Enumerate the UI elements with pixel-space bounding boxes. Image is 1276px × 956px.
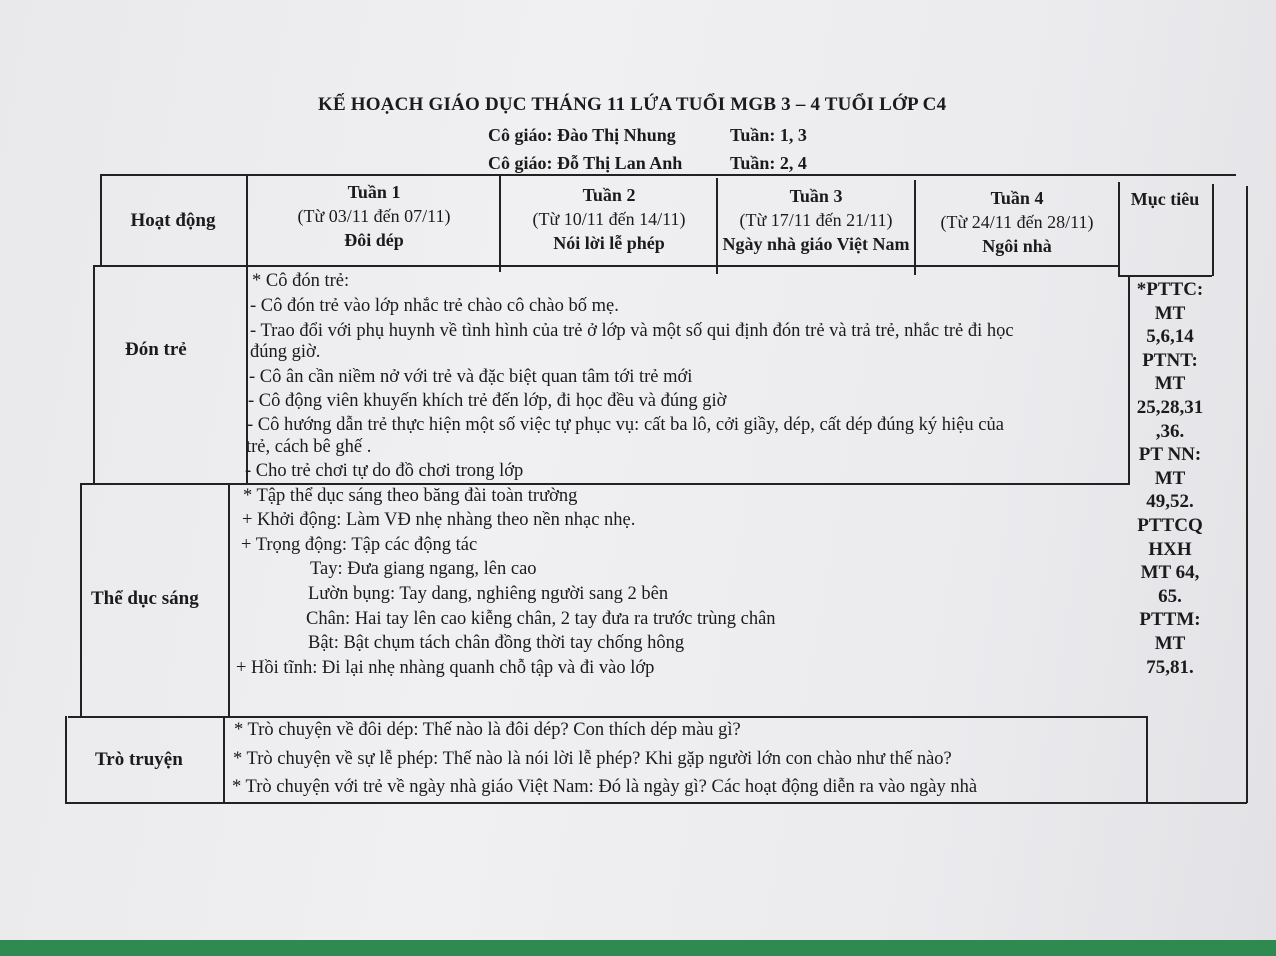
target-line: MT 64, — [1140, 562, 1200, 584]
target-line: PTNT: — [1142, 349, 1198, 371]
list-item: trẻ, cách bê ghế . — [246, 437, 372, 457]
plan-title: KẾ HOẠCH GIÁO DỤC THÁNG 11 LỨA TUỔI MGB 3 – 4 TUỔI LỚP C4 — [318, 94, 947, 115]
teacher-line-2 — [488, 153, 807, 174]
list-item: * Trò chuyện với trẻ về ngày nhà giáo Việt Nam: Đó là ngày gì? Các hoạt động diễn ra vào ngày nhà — [232, 777, 978, 797]
target-line: 75,81. — [1146, 656, 1194, 678]
teacher-name-2: Cô giáo: Đỗ Thị Lan Anh — [488, 153, 683, 173]
week-3-theme: Ngày nhà giáo Việt Nam — [722, 234, 910, 254]
target-line: HXH — [1148, 538, 1192, 560]
list-item: * Trò chuyện về sự lễ phép: Thế nào là nói lời lễ phép? Khi gặp người lớn con chào như thế nào? — [233, 749, 952, 769]
list-item: * Cô đón trẻ: — [252, 271, 350, 291]
header-target: Mục tiêu — [1130, 189, 1200, 209]
row-label-tro-truyen: Trò truyện — [95, 749, 183, 770]
target-line: MT — [1154, 302, 1186, 324]
week-4-title: Tuần 4 — [990, 188, 1044, 208]
week-1-theme: Đôi dép — [344, 230, 404, 250]
header-week-1 — [250, 180, 498, 252]
list-item: - Cô động viên khuyến khích trẻ đến lớp, đi học đều và đúng giờ — [248, 391, 727, 411]
target-line: *PTTC: — [1136, 279, 1204, 300]
header-week-3 — [720, 184, 912, 256]
teacher-weeks-2: Tuần: 2, 4 — [730, 153, 807, 173]
list-item: + Hồi tĩnh: Đi lại nhẹ nhàng quanh chỗ tập và đi vào lớp — [236, 658, 655, 678]
header-week-4 — [917, 186, 1117, 258]
header-week-2 — [503, 183, 715, 255]
target-column — [1128, 278, 1212, 679]
list-item: Bật: Bật chụm tách chân đồng thời tay chống hông — [308, 633, 685, 653]
list-item: + Khởi động: Làm VĐ nhẹ nhàng theo nền nhạc nhẹ. — [242, 510, 636, 530]
list-item: đúng giờ. — [250, 342, 321, 362]
header-activity: Hoạt động — [130, 210, 216, 231]
target-line: MT — [1154, 467, 1186, 489]
target-line: 5,6,14 — [1146, 326, 1194, 348]
list-item: - Cô ân cần niềm nở với trẻ và đặc biệt quan tâm tới trẻ mới — [249, 367, 693, 387]
row-label-don-tre: Đón trẻ — [125, 339, 187, 360]
list-item: - Trao đổi với phụ huynh về tình hình của trẻ ở lớp và một số qui định đón trẻ và trả trẻ, nhắc trẻ đi học — [250, 321, 1014, 341]
list-item: Chân: Hai tay lên cao kiễng chân, 2 tay đưa ra trước trùng chân — [306, 609, 776, 629]
teacher-line-1 — [488, 125, 807, 146]
target-line: PTTCQ — [1137, 514, 1203, 536]
target-line: PT NN: — [1138, 444, 1202, 466]
list-item: Tay: Đưa giang ngang, lên cao — [310, 559, 537, 579]
list-item: - Cô hướng dẫn trẻ thực hiện một số việc tự phục vụ: cất ba lô, cởi giầy, dép, cất dép đúng ký hiệu của — [247, 415, 1004, 435]
week-1-title: Tuần 1 — [347, 182, 401, 202]
week-3-title: Tuần 3 — [789, 186, 843, 206]
target-line: MT — [1154, 373, 1186, 395]
list-item: * Trò chuyện về đôi dép: Thế nào là đôi dép? Con thích dép màu gì? — [234, 720, 741, 740]
list-item: * Tập thể dục sáng theo băng đài toàn trường — [243, 486, 578, 506]
week-1-dates: (Từ 03/11 đến 07/11) — [297, 206, 451, 226]
target-line: MT — [1154, 632, 1186, 654]
week-3-dates: (Từ 17/11 đến 21/11) — [739, 210, 893, 230]
target-line: PTTM: — [1139, 609, 1201, 631]
list-item: Lườn bụng: Tay dang, nghiêng người sang 2 bên — [308, 584, 669, 604]
week-4-theme: Ngôi nhà — [982, 236, 1052, 256]
target-line: 49,52. — [1146, 491, 1194, 513]
list-item: - Cô đón trẻ vào lớp nhắc trẻ chào cô chào bố mẹ. — [250, 296, 619, 316]
teacher-name-1: Cô giáo: Đào Thị Nhung — [488, 125, 676, 145]
row-label-the-duc-sang: Thể dục sáng — [91, 588, 199, 609]
target-line: 25,28,31 — [1136, 396, 1204, 418]
week-2-title: Tuần 2 — [582, 185, 636, 205]
list-item: - Cho trẻ chơi tự do đồ chơi trong lớp — [245, 461, 524, 481]
teacher-weeks-1: Tuần: 1, 3 — [730, 125, 807, 145]
target-line: ,36. — [1155, 420, 1185, 442]
list-item: + Trọng động: Tập các động tác — [241, 535, 478, 555]
week-2-dates: (Từ 10/11 đến 14/11) — [532, 209, 686, 229]
week-2-theme: Nói lời lễ phép — [553, 233, 665, 253]
week-4-dates: (Từ 24/11 đến 28/11) — [940, 212, 1094, 232]
target-line: 65. — [1158, 585, 1182, 607]
